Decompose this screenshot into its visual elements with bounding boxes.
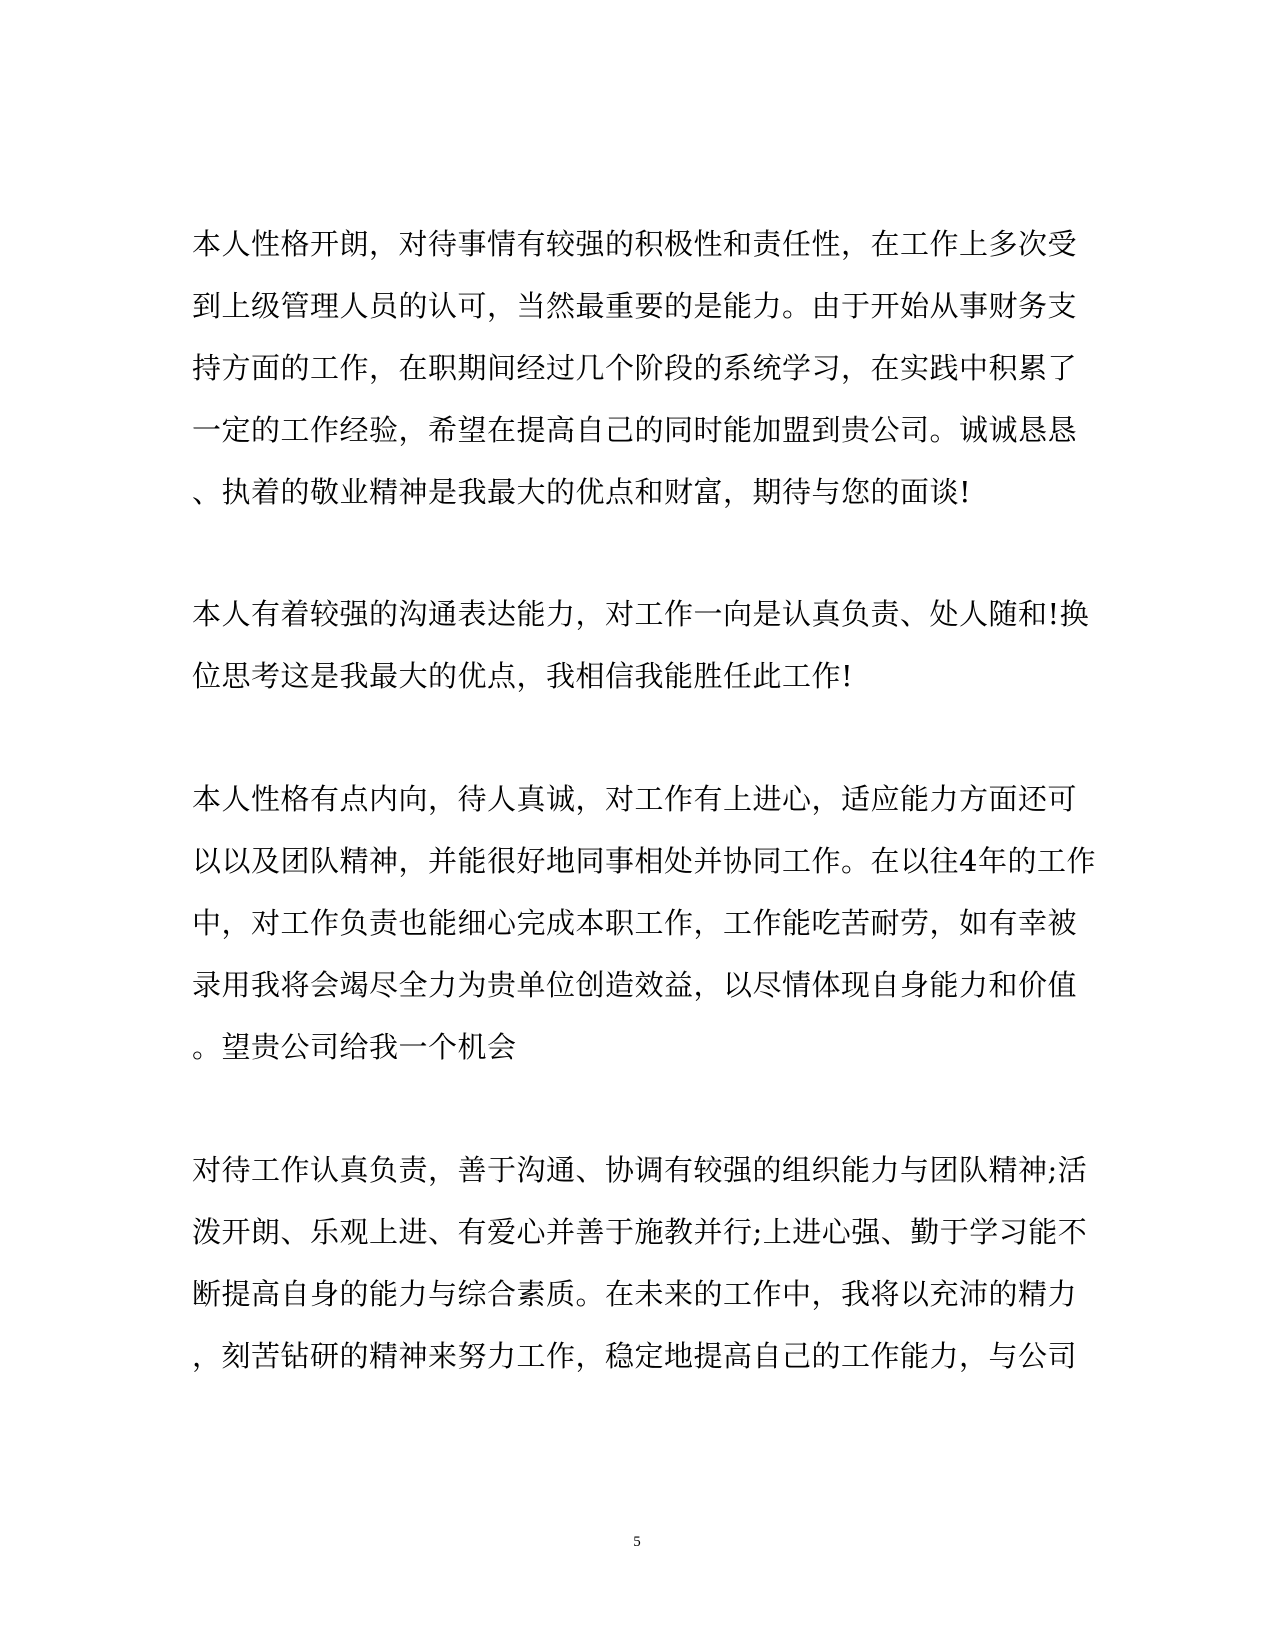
paragraph-2-line-2: 位思考这是我最大的优点，我相信我能胜任此工作! <box>192 659 854 693</box>
paragraph-4-line-3: 断提高自身的能力与综合素质。在未来的工作中，我将以充沛的精力 <box>192 1277 1078 1311</box>
page-number: 5 <box>633 1534 641 1550</box>
paragraph-1-line-2: 到上级管理人员的认可，当然最重要的是能力。由于开始从事财务支 <box>192 289 1078 323</box>
paragraph-3-line-4: 录用我将会竭尽全力为贵单位创造效益，以尽情体现自身能力和价值 <box>192 968 1078 1002</box>
paragraph-3-line-5: 。望贵公司给我一个机会 <box>192 1030 517 1064</box>
paragraph-4-line-2: 泼开朗、乐观上进、有爱心并善于施教并行;上进心强、勤于学习能不 <box>192 1215 1088 1249</box>
paragraph-3-line-1: 本人性格有点内向，待人真诚，对工作有上进心，适应能力方面还可 <box>192 782 1078 816</box>
paragraph-1-line-5: 、执着的敬业精神是我最大的优点和财富，期待与您的面谈! <box>192 475 972 509</box>
paragraph-1-line-1: 本人性格开朗，对待事情有较强的积极性和责任性，在工作上多次受 <box>192 227 1078 261</box>
paragraph-3-line-3: 中，对工作负责也能细心完成本职工作，工作能吃苦耐劳，如有幸被 <box>192 906 1078 940</box>
paragraph-1-line-3: 持方面的工作，在职期间经过几个阶段的系统学习，在实践中积累了 <box>192 351 1078 385</box>
paragraph-1-line-4: 一定的工作经验，希望在提高自己的同时能加盟到贵公司。诚诚恳恳 <box>192 413 1078 447</box>
paragraph-2-line-1: 本人有着较强的沟通表达能力，对工作一向是认真负责、处人随和!换 <box>192 597 1090 631</box>
paragraph-4-line-1: 对待工作认真负责，善于沟通、协调有较强的组织能力与团队精神;活 <box>192 1153 1088 1187</box>
paragraph-3-line-2: 以以及团队精神，并能很好地同事相处并协同工作。在以往4年的工作 <box>192 844 1096 878</box>
paragraph-4-line-4: ，刻苦钻研的精神来努力工作，稳定地提高自己的工作能力，与公司 <box>192 1339 1078 1373</box>
